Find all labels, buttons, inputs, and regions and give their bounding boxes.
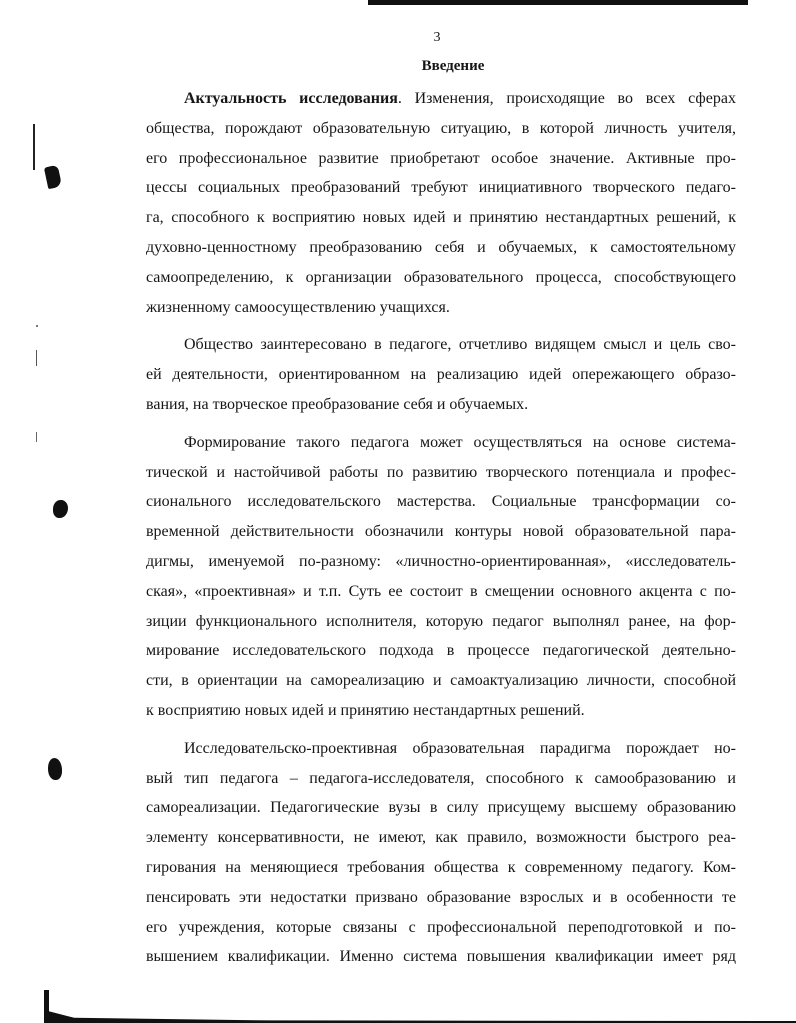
paragraph-3-line: дигмы, именуемой по-разному: «личностно-ориентированная», «исследователь- <box>146 552 736 570</box>
paragraph-4-line: гирования на меняющиеся требования общества к современному педагогу. Ком- <box>146 858 736 876</box>
scan-artifact-line <box>36 350 37 366</box>
paragraph-2-line: Общество заинтересовано в педагоге, отчетливо видящем смысл и цель сво- <box>184 336 736 354</box>
paragraph-4-line: Исследовательско-проективная образовательная парадигма порождает но- <box>184 739 736 757</box>
paragraph-3-line: сионального исследовательского мастерства. Социальные трансформации со- <box>146 493 736 511</box>
paragraph-1-line: самоопределению, к организации образовательного процесса, способствующего <box>146 268 736 286</box>
page-heading: Введение <box>421 58 485 74</box>
paragraph-3-line: сти, в ориентации на самореализацию и самоактуализацию личности, способной <box>146 672 736 690</box>
paragraph-3-line: к восприятию новых идей и принятию нестандартных решений. <box>146 701 585 719</box>
paragraph-1-line: га, способного к восприятию новых идей и принятию нестандартных решений, к <box>146 209 736 227</box>
paragraph-4-line: пенсировать эти недостатки призвано образование взрослых и в особенности те <box>146 888 736 906</box>
paragraph-4-line: его учреждения, которые связаны с профессиональной переподготовкой и по- <box>146 918 736 936</box>
paragraph-3-line: ская», «проективная» и т.п. Суть ее состоит в смещении основного акцента с по- <box>146 582 736 600</box>
paragraph-2-line: вания, на творческое преобразование себя и обучаемых. <box>146 395 529 413</box>
punch-hole-mark <box>53 500 68 518</box>
paragraph-4-line: вый тип педагога – педагога-исследователя, способного к самообразованию и <box>146 769 736 787</box>
scan-artifact-line <box>33 124 35 170</box>
paragraph-3-line: тической и настойчивой работы по развитию творческого потенциала и профес- <box>146 463 736 481</box>
paragraph-1-line: общества, порождают образовательную ситуацию, в которой личность учителя, <box>146 119 736 137</box>
paragraph-1-line: жизненному самоосуществлению учащихся. <box>146 298 450 316</box>
punch-hole-mark <box>48 758 62 780</box>
paragraph-1-line: духовно-ценностному преобразованию себя и обучаемых, к самостоятельному <box>146 238 736 256</box>
paragraph-4-line: самореализации. Педагогические вузы в силу присущему высшему образованию <box>146 799 736 817</box>
paragraph-4-line: вышением квалификации. Именно система повышения квалификации имеет ряд <box>146 948 736 966</box>
body-text <box>146 84 736 972</box>
scan-edge-top <box>368 0 748 5</box>
paragraph-3-line: Формирование такого педагога может осуществляться на основе система- <box>184 433 736 451</box>
scan-artifact-line <box>36 432 37 442</box>
paragraph-3-line: зиции функционального исполнителя, которую педагог выполнял ранее, на фор- <box>146 612 736 630</box>
page-number: 3 <box>433 30 441 45</box>
paragraph-1-line-1: Актуальность исследования. Изменения, происходящие во всех сферах <box>184 90 736 107</box>
paragraph-1-line: его профессиональное развитие приобретают особое значение. Активные про- <box>146 149 736 167</box>
scan-artifact-dot <box>36 325 38 327</box>
topic-label: Актуальность исследования <box>184 90 398 107</box>
punch-hole-mark <box>44 165 62 189</box>
paragraph-3-line: мирование исследовательского подхода в процессе педагогической деятельно- <box>146 642 736 660</box>
paragraph-3-line: временной действительности обозначили контуры новой образовательной пара- <box>146 523 736 541</box>
paragraph-4-line: элементу консервативности, не имеют, как правило, возможности быстрого реа- <box>146 829 736 847</box>
paragraph-1-line: цессы социальных преобразований требуют инициативного творческого педаго- <box>146 179 736 197</box>
paragraph-2-line: ей деятельности, ориентированном на реализацию идей опережающего образо- <box>146 366 736 384</box>
scan-edge-bottom <box>44 1010 796 1023</box>
